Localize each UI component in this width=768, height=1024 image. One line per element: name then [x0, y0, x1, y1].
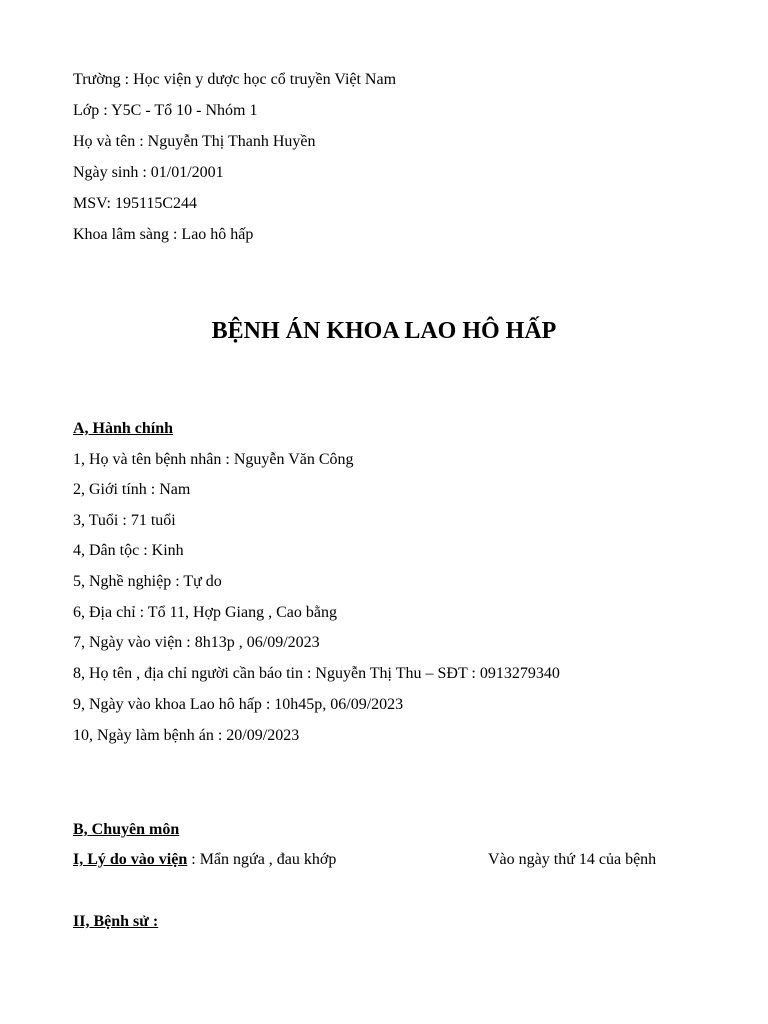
admin-item: 7, Ngày vào viện : 8h13p , 06/09/2023 — [73, 634, 320, 651]
section-a-heading: A, Hành chính — [73, 420, 174, 437]
admin-item: 6, Địa chỉ : Tổ 11, Hợp Giang , Cao bằng — [73, 604, 337, 621]
admin-item: 5, Nghề nghiệp : Tự do — [73, 573, 222, 590]
class-line: Lớp : Y5C - Tổ 10 - Nhóm 1 — [73, 102, 258, 119]
reason-line — [73, 850, 336, 870]
student-name-line: Họ và tên : Nguyễn Thị Thanh Huyền — [73, 133, 316, 150]
admin-item: 3, Tuổi : 71 tuổi — [73, 512, 176, 529]
reason-text: : Mẩn ngứa , đau khớp — [187, 851, 337, 868]
reason-note: Vào ngày thứ 14 của bệnh — [488, 851, 657, 868]
admin-item: 10, Ngày làm bệnh án : 20/09/2023 — [73, 727, 300, 744]
student-id-line: MSV: 195115C244 — [73, 195, 198, 212]
department-line: Khoa lâm sàng : Lao hô hấp — [73, 226, 254, 243]
document-title: BỆNH ÁN KHOA LAO HÔ HẤP — [211, 318, 557, 344]
birth-date-line: Ngày sinh : 01/01/2001 — [73, 164, 224, 181]
admin-item: 8, Họ tên , địa chỉ người cần báo tin : Nguyễn Thị Thu – SĐT : 0913279340 — [73, 665, 560, 682]
admin-item: 9, Ngày vào khoa Lao hô hấp : 10h45p, 06/09/2023 — [73, 696, 404, 713]
school-line: Trường : Học viện y dược học cổ truyền Việt Nam — [73, 71, 397, 88]
reason-label: I, Lý do vào viện — [73, 851, 188, 868]
admin-item: 1, Họ và tên bệnh nhân : Nguyễn Văn Công — [73, 451, 354, 468]
history-heading: II, Bệnh sử : — [73, 913, 159, 930]
admin-item: 2, Giới tính : Nam — [73, 481, 191, 498]
admin-item: 4, Dân tộc : Kinh — [73, 542, 184, 559]
section-b-heading: B, Chuyên môn — [73, 821, 180, 838]
